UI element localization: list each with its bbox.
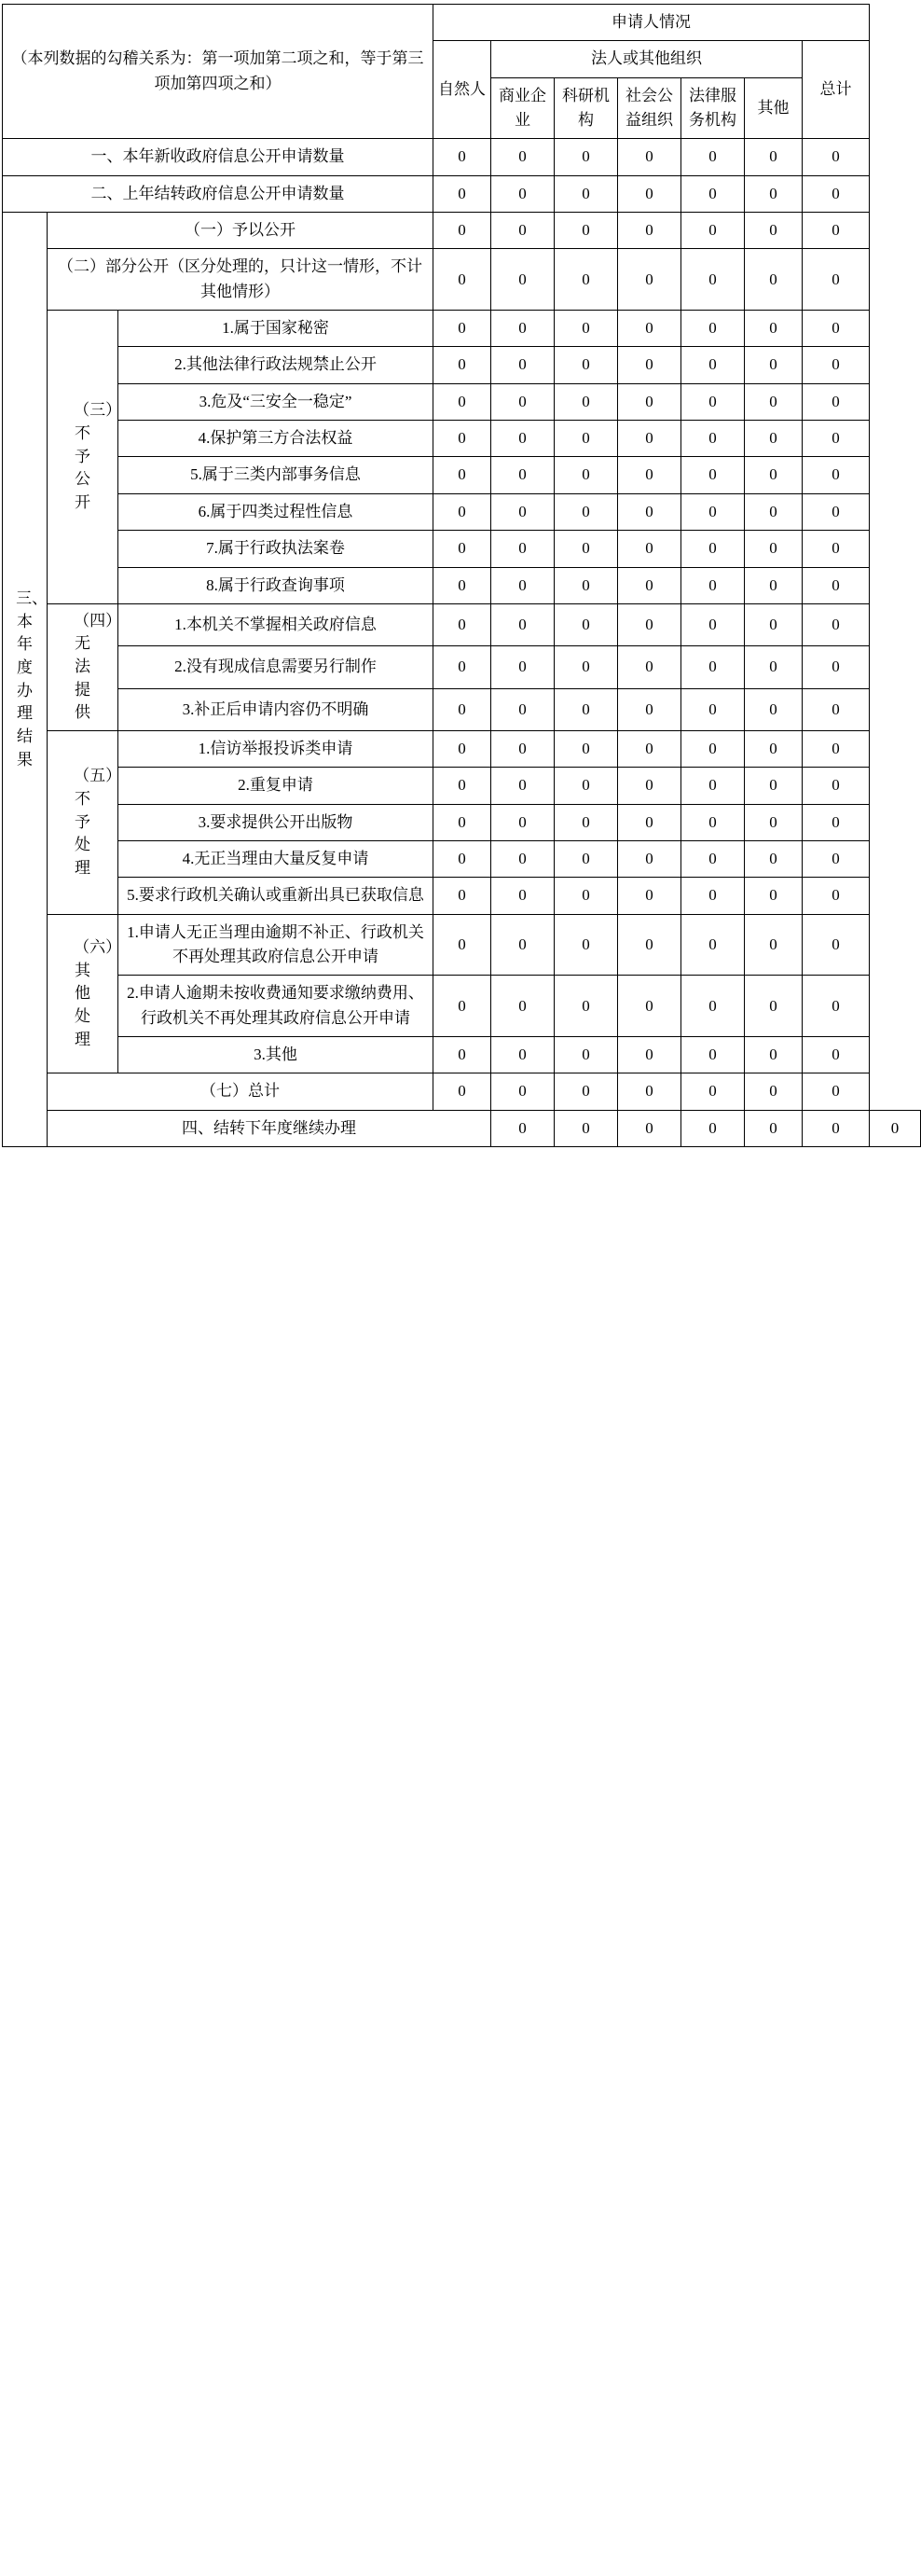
cell-value: 0 (555, 421, 618, 457)
cell-value: 0 (491, 878, 555, 914)
group-three-text: （三）不予公开 (74, 401, 122, 511)
header-col-research: 科研机构 (555, 77, 618, 139)
cell-value: 0 (491, 175, 555, 212)
cell-value: 0 (433, 976, 491, 1037)
cell-value: 0 (681, 1073, 745, 1110)
cell-value: 0 (618, 878, 681, 914)
cell-value: 0 (803, 976, 870, 1037)
cell-value: 0 (681, 347, 745, 383)
cell-value: 0 (433, 841, 491, 878)
header-col-total: 总计 (803, 41, 870, 139)
cell-value: 0 (555, 646, 618, 688)
cell-value: 0 (555, 493, 618, 530)
cell-value: 0 (618, 804, 681, 840)
cell-value: 0 (803, 646, 870, 688)
table-row (3, 688, 921, 730)
table-row (3, 421, 921, 457)
cell-value: 0 (681, 531, 745, 567)
cell-value: 0 (681, 493, 745, 530)
row-label-item: 7.属于行政执法案卷 (118, 531, 433, 567)
cell-value: 0 (555, 249, 618, 311)
cell-value: 0 (433, 493, 491, 530)
cell-value: 0 (433, 688, 491, 730)
table-row (3, 493, 921, 530)
cell-value: 0 (555, 567, 618, 603)
cell-value: 0 (681, 646, 745, 688)
cell-value: 0 (803, 688, 870, 730)
cell-value: 0 (555, 976, 618, 1037)
cell-value: 0 (491, 688, 555, 730)
table-row (3, 914, 921, 976)
cell-value: 0 (555, 1110, 618, 1146)
row-label-item: 1.属于国家秘密 (118, 311, 433, 347)
table-row (3, 804, 921, 840)
header-legal-group: 法人或其他组织 (491, 41, 803, 77)
cell-value: 0 (745, 731, 803, 768)
table-row (3, 768, 921, 804)
table-row (3, 841, 921, 878)
row-label-item: 5.要求行政机关确认或重新出具已获取信息 (118, 878, 433, 914)
cell-value: 0 (745, 646, 803, 688)
cell-value: 0 (745, 804, 803, 840)
cell-value: 0 (745, 976, 803, 1037)
row-label-item: 3.补正后申请内容仍不明确 (118, 688, 433, 730)
cell-value: 0 (491, 311, 555, 347)
cell-value: 0 (745, 213, 803, 249)
cell-value: 0 (681, 457, 745, 493)
cell-value: 0 (618, 531, 681, 567)
cell-value: 0 (745, 878, 803, 914)
cell-value: 0 (618, 688, 681, 730)
cell-value: 0 (618, 213, 681, 249)
cell-value: 0 (681, 688, 745, 730)
cell-value: 0 (433, 347, 491, 383)
cell-value: 0 (618, 1037, 681, 1073)
table-row (3, 878, 921, 914)
cell-value: 0 (803, 1073, 870, 1110)
cell-value: 0 (681, 841, 745, 878)
cell-value: 0 (433, 878, 491, 914)
group-label-no-disclosure (48, 311, 122, 604)
cell-value: 0 (555, 383, 618, 420)
cell-value: 0 (491, 768, 555, 804)
row-label-item: 1.信访举报投诉类申请 (118, 731, 433, 768)
cell-value: 0 (745, 249, 803, 311)
cell-value: 0 (618, 311, 681, 347)
group-four-text: （四）无法提供 (74, 611, 122, 722)
cell-value: 0 (745, 421, 803, 457)
cell-value: 0 (433, 311, 491, 347)
cell-value: 0 (555, 731, 618, 768)
cell-value: 0 (618, 1073, 681, 1110)
cell-value: 0 (745, 688, 803, 730)
row-label-item: 3.要求提供公开出版物 (118, 804, 433, 840)
cell-value: 0 (618, 457, 681, 493)
cell-value: 0 (681, 249, 745, 311)
cell-value: 0 (681, 311, 745, 347)
cell-value: 0 (745, 531, 803, 567)
table-row (3, 1110, 921, 1146)
cell-value: 0 (745, 383, 803, 420)
cell-value: 0 (433, 768, 491, 804)
row-label-item: 1.申请人无正当理由逾期不补正、行政机关不再处理其政府信息公开申请 (118, 914, 433, 976)
row-label-item: 4.保护第三方合法权益 (118, 421, 433, 457)
cell-value: 0 (491, 646, 555, 688)
cell-value: 0 (803, 914, 870, 976)
cell-value: 0 (681, 1037, 745, 1073)
cell-value: 0 (803, 421, 870, 457)
group-label-other-handling (48, 914, 122, 1073)
row-label-item: 6.属于四类过程性信息 (118, 493, 433, 530)
header-note-cell: （本列数据的勾稽关系为：第一项加第二项之和，等于第三项加第四项之和） (3, 5, 433, 139)
cell-value: 0 (491, 841, 555, 878)
cell-value: 0 (618, 914, 681, 976)
cell-value: 0 (433, 603, 491, 645)
cell-value: 0 (618, 421, 681, 457)
cell-value: 0 (803, 347, 870, 383)
cell-value: 0 (555, 688, 618, 730)
cell-value: 0 (681, 914, 745, 976)
cell-value: 0 (433, 731, 491, 768)
cell-value: 0 (803, 493, 870, 530)
table-row (3, 1037, 921, 1073)
cell-value: 0 (803, 311, 870, 347)
cell-value: 0 (681, 567, 745, 603)
table-row (3, 249, 921, 311)
cell-value: 0 (745, 841, 803, 878)
cell-value: 0 (555, 603, 618, 645)
cell-value: 0 (681, 878, 745, 914)
cell-value: 0 (618, 493, 681, 530)
cell-value: 0 (803, 567, 870, 603)
cell-value: 0 (745, 603, 803, 645)
cell-value: 0 (491, 567, 555, 603)
cell-value: 0 (803, 1037, 870, 1073)
cell-value: 0 (491, 804, 555, 840)
cell-value: 0 (433, 383, 491, 420)
cell-value: 0 (681, 213, 745, 249)
cell-value: 0 (555, 878, 618, 914)
cell-value: 0 (491, 1037, 555, 1073)
cell-value: 0 (681, 804, 745, 840)
cell-value: 0 (803, 457, 870, 493)
cell-value: 0 (433, 1073, 491, 1110)
cell-value: 0 (491, 347, 555, 383)
cell-value: 0 (745, 311, 803, 347)
cell-value: 0 (870, 1110, 921, 1146)
row-label-item: 2.没有现成信息需要另行制作 (118, 646, 433, 688)
row-label-carry-forward: 四、结转下年度继续办理 (48, 1110, 491, 1146)
cell-value: 0 (681, 976, 745, 1037)
cell-value: 0 (555, 531, 618, 567)
table-row (3, 531, 921, 567)
group-six-text: （六）其他处理 (74, 938, 122, 1048)
cell-value: 0 (555, 311, 618, 347)
cell-value: 0 (618, 347, 681, 383)
table-row (3, 976, 921, 1037)
cell-value: 0 (491, 914, 555, 976)
row-label-disclose: （一）予以公开 (48, 213, 433, 249)
cell-value: 0 (618, 976, 681, 1037)
cell-value: 0 (745, 139, 803, 175)
cell-value: 0 (433, 249, 491, 311)
cell-value: 0 (681, 175, 745, 212)
cell-value: 0 (555, 139, 618, 175)
cell-value: 0 (433, 646, 491, 688)
cell-value: 0 (491, 1073, 555, 1110)
header-applicant-group: 申请人情况 (433, 5, 870, 41)
cell-value: 0 (491, 1110, 555, 1146)
cell-value: 0 (803, 383, 870, 420)
header-col-natural: 自然人 (433, 41, 491, 139)
cell-value: 0 (745, 175, 803, 212)
cell-value: 0 (433, 531, 491, 567)
cell-value: 0 (555, 768, 618, 804)
cell-value: 0 (681, 603, 745, 645)
header-col-public-welfare: 社会公益组织 (618, 77, 681, 139)
cell-value: 0 (745, 1073, 803, 1110)
cell-value: 0 (803, 804, 870, 840)
section-three-text: 三、本年度办理结果 (16, 589, 48, 769)
cell-value: 0 (491, 976, 555, 1037)
cell-value: 0 (433, 1037, 491, 1073)
cell-value: 0 (681, 768, 745, 804)
cell-value: 0 (618, 383, 681, 420)
cell-value: 0 (491, 249, 555, 311)
cell-value: 0 (745, 347, 803, 383)
cell-value: 0 (618, 139, 681, 175)
table-row (3, 1073, 921, 1110)
cell-value: 0 (803, 213, 870, 249)
cell-value: 0 (491, 139, 555, 175)
group-five-text: （五）不予处理 (74, 767, 122, 877)
cell-value: 0 (491, 421, 555, 457)
row-label-item: 4.无正当理由大量反复申请 (118, 841, 433, 878)
document-sheet (0, 0, 921, 1147)
cell-value: 0 (433, 421, 491, 457)
table-row (3, 347, 921, 383)
row-label-item: 3.危及“三安全一稳定” (118, 383, 433, 420)
cell-value: 0 (681, 421, 745, 457)
cell-value: 0 (618, 175, 681, 212)
group-label-cannot-provide (48, 603, 122, 730)
row-label-item: 5.属于三类内部事务信息 (118, 457, 433, 493)
cell-value: 0 (491, 383, 555, 420)
table-row (3, 175, 921, 212)
row-label-item: 8.属于行政查询事项 (118, 567, 433, 603)
cell-value: 0 (555, 804, 618, 840)
cell-value: 0 (618, 841, 681, 878)
row-label-item: 3.其他 (118, 1037, 433, 1073)
cell-value: 0 (745, 493, 803, 530)
cell-value: 0 (433, 567, 491, 603)
table-row (3, 457, 921, 493)
cell-value: 0 (618, 768, 681, 804)
cell-value: 0 (745, 1037, 803, 1073)
header-col-other: 其他 (745, 77, 803, 139)
cell-value: 0 (491, 213, 555, 249)
cell-value: 0 (681, 139, 745, 175)
row-label-subtotal: （七）总计 (48, 1073, 433, 1110)
cell-value: 0 (491, 531, 555, 567)
cell-value: 0 (491, 731, 555, 768)
header-col-legal-service: 法律服务机构 (681, 77, 745, 139)
cell-value: 0 (618, 731, 681, 768)
cell-value: 0 (745, 768, 803, 804)
cell-value: 0 (745, 1110, 803, 1146)
row-label-item: 1.本机关不掌握相关政府信息 (118, 603, 433, 645)
cell-value: 0 (491, 457, 555, 493)
cell-value: 0 (803, 249, 870, 311)
cell-value: 0 (433, 457, 491, 493)
cell-value: 0 (555, 457, 618, 493)
cell-value: 0 (803, 175, 870, 212)
cell-value: 0 (555, 175, 618, 212)
cell-value: 0 (491, 493, 555, 530)
header-col-business: 商业企业 (491, 77, 555, 139)
cell-value: 0 (803, 1110, 870, 1146)
table-row (3, 383, 921, 420)
table-header-row-1 (3, 5, 921, 41)
cell-value: 0 (618, 249, 681, 311)
table-row (3, 567, 921, 603)
row-label-new-applications: 一、本年新收政府信息公开申请数量 (3, 139, 433, 175)
cell-value: 0 (618, 603, 681, 645)
cell-value: 0 (555, 1073, 618, 1110)
cell-value: 0 (803, 531, 870, 567)
cell-value: 0 (433, 175, 491, 212)
cell-value: 0 (803, 878, 870, 914)
group-label-not-processed (48, 731, 122, 915)
row-label-partial-disclose: （二）部分公开（区分处理的，只计这一情形，不计其他情形） (48, 249, 433, 311)
cell-value: 0 (433, 804, 491, 840)
table-row (3, 731, 921, 768)
cell-value: 0 (681, 1110, 745, 1146)
table-row (3, 139, 921, 175)
row-label-item: 2.其他法律行政法规禁止公开 (118, 347, 433, 383)
table-row (3, 603, 921, 645)
table-row (3, 213, 921, 249)
cell-value: 0 (555, 213, 618, 249)
cell-value: 0 (555, 1037, 618, 1073)
row-label-item: 2.申请人逾期未按收费通知要求缴纳费用、行政机关不再处理其政府信息公开申请 (118, 976, 433, 1037)
row-label-item: 2.重复申请 (118, 768, 433, 804)
cell-value: 0 (491, 603, 555, 645)
row-label-carried-over: 二、上年结转政府信息公开申请数量 (3, 175, 433, 212)
cell-value: 0 (618, 1110, 681, 1146)
cell-value: 0 (745, 567, 803, 603)
cell-value: 0 (803, 768, 870, 804)
cell-value: 0 (745, 457, 803, 493)
table-row (3, 311, 921, 347)
cell-value: 0 (745, 914, 803, 976)
cell-value: 0 (433, 213, 491, 249)
cell-value: 0 (803, 841, 870, 878)
cell-value: 0 (555, 841, 618, 878)
cell-value: 0 (433, 139, 491, 175)
cell-value: 0 (555, 914, 618, 976)
table-row (3, 646, 921, 688)
cell-value: 0 (433, 914, 491, 976)
cell-value: 0 (618, 567, 681, 603)
cell-value: 0 (803, 731, 870, 768)
cell-value: 0 (803, 603, 870, 645)
cell-value: 0 (618, 646, 681, 688)
row-label-section-three (3, 213, 48, 1147)
cell-value: 0 (681, 731, 745, 768)
government-information-disclosure-table (2, 4, 921, 1147)
cell-value: 0 (681, 383, 745, 420)
cell-value: 0 (555, 347, 618, 383)
cell-value: 0 (803, 139, 870, 175)
